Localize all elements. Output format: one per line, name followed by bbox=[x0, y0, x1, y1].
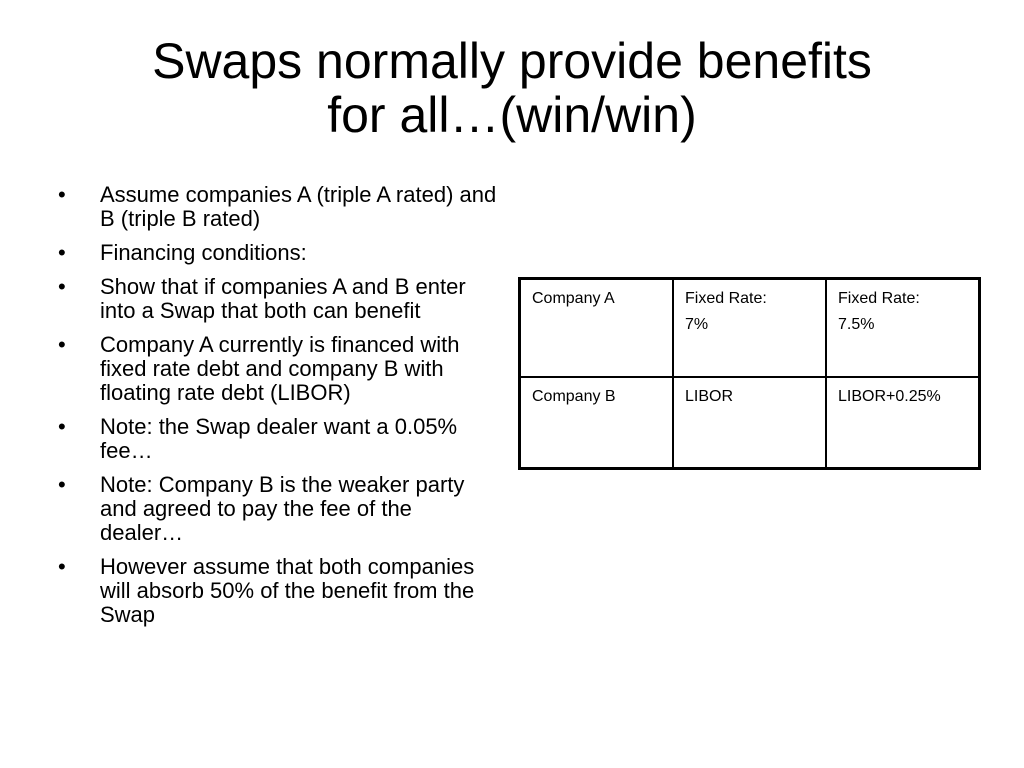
bullet-text: Note: Company B is the weaker party and agreed to pay the fee of the dealer… bbox=[100, 472, 465, 545]
rate-label: Fixed Rate: bbox=[685, 290, 767, 307]
slide-title-line-2: for all…(win/win) bbox=[327, 87, 697, 143]
slide-title-line-1: Swaps normally provide benefits bbox=[152, 33, 872, 89]
rate-value: 7.5% bbox=[838, 316, 875, 333]
bullet-text: Note: the Swap dealer want a 0.05% fee… bbox=[100, 414, 458, 463]
bullet-icon: • bbox=[58, 332, 66, 357]
table-cell-rate bbox=[673, 377, 826, 469]
bullet-item bbox=[58, 333, 498, 405]
table-cell-rate bbox=[826, 377, 980, 469]
rate-value: LIBOR+0.25% bbox=[838, 388, 941, 405]
financing-conditions-table bbox=[518, 277, 981, 470]
bullet-icon: • bbox=[58, 554, 66, 579]
table-cell-company bbox=[520, 377, 674, 469]
bullet-icon: • bbox=[58, 414, 66, 439]
bullet-icon: • bbox=[58, 274, 66, 299]
table-row-company-b bbox=[520, 377, 980, 469]
bullet-text: Financing conditions: bbox=[100, 240, 307, 265]
rate-label: Fixed Rate: bbox=[838, 290, 920, 307]
bullet-icon: • bbox=[58, 472, 66, 497]
bullet-icon: • bbox=[58, 240, 66, 265]
table-cell-company bbox=[520, 279, 674, 378]
rate-value: 7% bbox=[685, 316, 709, 333]
bullet-item bbox=[58, 275, 498, 323]
bullet-text: Assume companies A (triple A rated) and B (triple B rated) bbox=[100, 182, 497, 231]
financing-table-container bbox=[518, 277, 981, 470]
bullet-icon: • bbox=[58, 182, 66, 207]
bullet-text: Show that if companies A and B enter into a Swap that both can benefit bbox=[100, 274, 466, 323]
rate-value: LIBOR bbox=[685, 388, 734, 405]
bullet-item bbox=[58, 473, 498, 545]
bullet-item bbox=[58, 241, 498, 265]
bullet-item bbox=[58, 555, 498, 627]
slide-title bbox=[60, 34, 964, 142]
bullet-text: However assume that both companies will absorb 50% of the benefit from the Swap bbox=[100, 554, 475, 627]
bullet-list bbox=[58, 183, 498, 637]
table-cell-rate bbox=[673, 279, 826, 378]
bullet-text: Company A currently is financed with fixed rate debt and company B with floating rate debt (LIBOR) bbox=[100, 332, 460, 405]
bullet-item bbox=[58, 415, 498, 463]
table-cell-rate bbox=[826, 279, 980, 378]
bullet-item bbox=[58, 183, 498, 231]
company-name: Company A bbox=[532, 290, 615, 307]
company-name: Company B bbox=[532, 388, 616, 405]
table-row-company-a bbox=[520, 279, 980, 378]
